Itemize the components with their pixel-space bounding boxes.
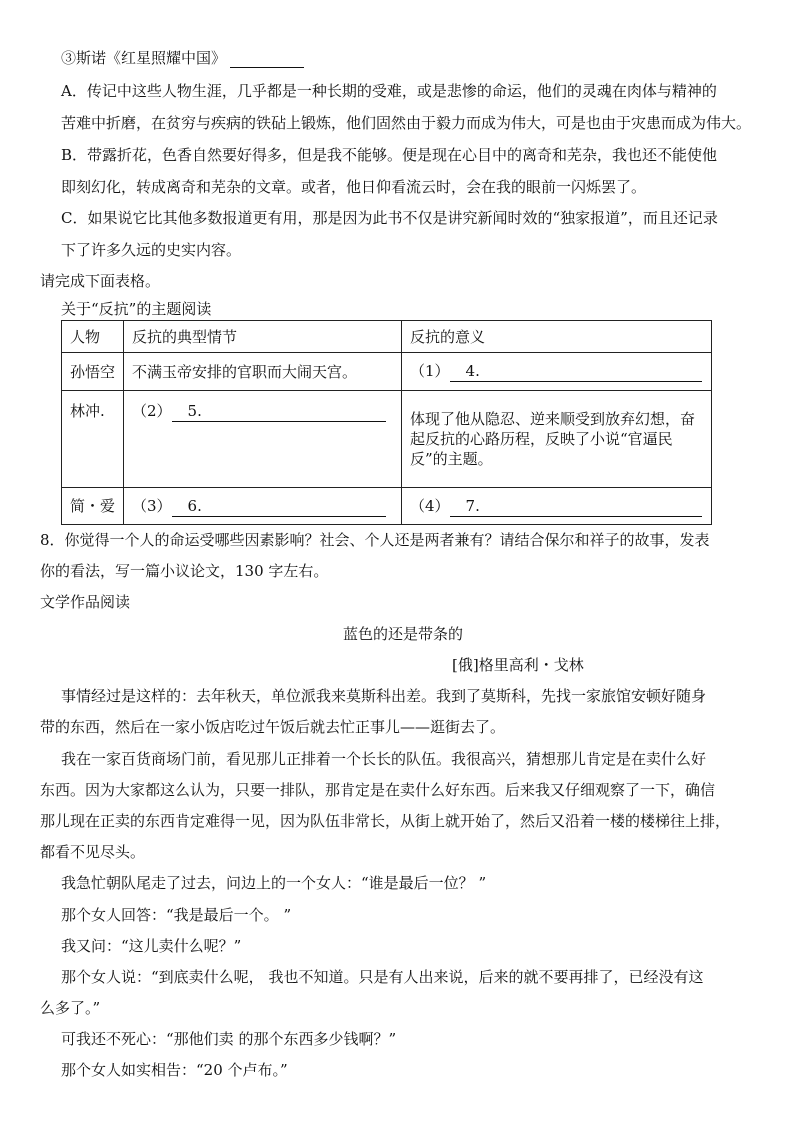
row3-plot [124,488,402,525]
story-title: 蓝色的还是带条的 [343,625,464,643]
paragraph-line: 那个女人如实相告：“20 个卢布。” [61,1061,288,1079]
row1-meaning [402,353,712,391]
answer-blank-7[interactable] [450,496,702,517]
question-item-3 [61,48,304,68]
table-row [62,353,712,391]
answer-blank[interactable] [230,67,304,68]
answer-blank-4[interactable] [450,361,702,382]
paragraph-line: 那个女人回答：“我是最后一个。 ” [61,906,292,924]
paragraph-line: 事情经过是这样的：去年秋天，单位派我来莫斯科出差。我到了莫斯科，先找一家旅馆安顿好随身 [61,687,707,705]
answer-blank-7-label: 7. [465,496,480,515]
paragraph-line: 都看不见尽头。 [40,843,146,861]
option-c-line1: C．如果说它比其他多数报道更有用，那是因为此书不仅是讲究新闻时效的“独家报道”，而且还记录 [61,209,718,227]
answer-blank-5-label: 5. [187,402,202,420]
table-header-row [62,321,712,353]
question-8-line1: 8．你觉得一个人的命运受哪些因素影响？社会、个人还是两者兼有？请结合保尔和祥子的故事，发表 [40,531,710,549]
row2-person: 林冲. [62,391,124,488]
table-title: 关于“反抗”的主题阅读 [61,300,212,318]
question-item-3-text: ③斯诺《红星照耀中国》 [61,49,227,67]
row3-meaning-prefix: （4） [410,496,450,515]
option-b-line2: 即刻幻化，转成离奇和芜杂的文章。或者，他日仰看流云时，会在我的眼前一闪烁罢了。 [61,178,647,196]
paragraph-line: 那儿现在正卖的东西肯定难得一见，因为队伍非常长，从街上就开始了，然后又沿着一楼的楼梯往上排， [40,812,731,830]
table-prompt: 请完成下面表格。 [40,272,161,290]
answer-blank-6-label: 6. [187,496,202,515]
option-a-line1: A．传记中这些人物生涯，几乎都是一种长期的受难，或是悲惨的命运，他们的灵魂在肉体与精神的 [61,82,717,100]
story-author: [俄]格里高利・戈林 [452,656,584,674]
option-b-line1: B．带露折花，色香自然要好得多，但是我不能够。便是现在心目中的离奇和芜杂，我也还不能使他 [61,146,718,164]
paragraph-line: 么多了。” [40,999,101,1017]
answer-blank-6[interactable] [172,496,386,517]
answer-blank-5[interactable] [172,401,386,422]
paragraph-line: 带的东西，然后在一家小饭店吃过午饭后就去忙正事儿——逛街去了。 [40,718,506,736]
answer-blank-4-label: 4. [465,362,480,380]
paragraph-line: 那个女人说：“到底卖什么呢， 我也不知道。只是有人出来说，后来的就不要再排了，已经没有这 [61,968,704,986]
paragraph-line: 我急忙朝队尾走了过去，问边上的一个女人：“谁是最后一位？ ” [61,874,487,892]
table-row [62,488,712,525]
option-a-line2: 苦难中折磨，在贫穷与疾病的铁砧上锻炼，他们固然由于毅力而成为伟大，可是也由于灾患而成为伟大。 [61,114,752,132]
row2-plot-prefix: （2） [132,402,172,420]
header-plot: 反抗的典型情节 [124,321,402,353]
row1-plot: 不满玉帝安排的官职而大闹天宫。 [124,353,402,391]
theme-table [61,320,712,525]
header-person: 人物 [62,321,124,353]
table-row [62,391,712,488]
question-8-line2: 你的看法，写一篇小议论文，130 字左右。 [40,562,329,580]
paragraph-line: 我又问：“这儿卖什么呢？” [61,937,242,955]
option-c-line2: 下了许多久远的史实内容。 [61,241,242,259]
row2-plot [124,391,402,488]
paragraph-line: 可我还不死心：“那他们卖 的那个东西多少钱啊？” [61,1030,397,1048]
row1-person: 孙悟空 [62,353,124,391]
header-meaning: 反抗的意义 [402,321,712,353]
row3-plot-prefix: （3） [132,496,172,515]
paragraph-line: 东西。因为大家都这么认为，只要一排队，那肯定是在卖什么好东西。后来我又仔细观察了一下，确信 [40,781,716,799]
row3-person: 简・爱 [62,488,124,525]
row3-meaning [402,488,712,525]
row2-meaning: 体现了他从隐忍、逆来顺受到放弃幻想，奋起反抗的心路历程，反映了小说“官逼民反”的主题。 [402,391,712,488]
row1-meaning-prefix: （1） [410,362,450,380]
paragraph-line: 我在一家百货商场门前，看见那儿正排着一个长长的队伍。我很高兴，猜想那儿肯定是在卖什么好 [61,750,707,768]
section-heading: 文学作品阅读 [40,593,131,611]
